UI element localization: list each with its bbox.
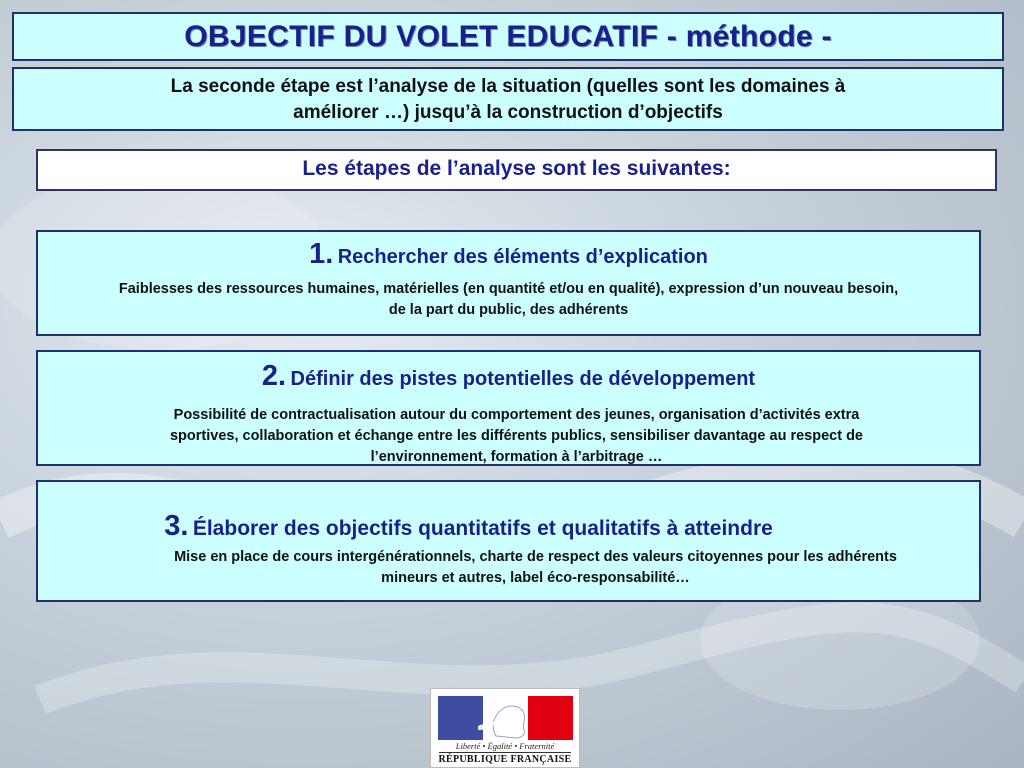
step-card-3 <box>36 480 981 602</box>
intro-line-1: La seconde étape est l’analyse de la situation (quelles sont les domaines à <box>170 76 846 97</box>
step-title: Rechercher des éléments d’explication <box>337 246 708 268</box>
step-description <box>38 401 979 468</box>
step-description <box>38 279 979 321</box>
marianne-flag-icon <box>438 696 573 740</box>
republique-francaise-logo <box>430 688 580 768</box>
step-card-2 <box>36 350 981 466</box>
step-description-line: de la part du public, des adhérents <box>388 302 629 318</box>
intro-text <box>14 69 1002 126</box>
step-description-line: l’environnement, formation à l’arbitrage … <box>370 449 663 465</box>
step-title: Élaborer des objectifs quantitatifs et qualitatifs à atteindre <box>192 517 773 540</box>
logo-divider <box>439 752 571 753</box>
intro-line-2: améliorer …) jusqu’à la construction d’objectifs <box>293 102 723 123</box>
step-description-line: Possibilité de contractualisation autour du comportement des jeunes, organisation d’activités extra <box>173 407 860 423</box>
logo-name: RÉPUBLIQUE FRANÇAISE <box>438 754 572 765</box>
step-description-line: Faiblesses des ressources humaines, matérielles (en quantité et/ou en qualité), expression d’un nouveau besoin, <box>118 281 899 297</box>
step-card-1 <box>36 230 981 336</box>
step-description <box>38 547 979 589</box>
step-description-line: sportives, collaboration et échange entre les différents publics, sensibiliser davantage au respect de <box>169 428 863 444</box>
page-title: OBJECTIF DU VOLET EDUCATIF - méthode - <box>184 20 832 53</box>
step-heading <box>38 356 979 401</box>
title-banner <box>12 12 1004 61</box>
step-description-line: mineurs et autres, label éco-responsabilité… <box>381 570 690 586</box>
logo-motto: Liberté • Égalité • Fraternité <box>455 741 555 751</box>
step-title: Définir des pistes potentielles de développement <box>290 368 756 390</box>
step-heading <box>38 506 979 551</box>
subheading-box <box>36 149 997 191</box>
subheading: Les étapes de l’analyse sont les suivantes: <box>302 157 731 180</box>
step-number: 3. <box>164 510 189 542</box>
step-description-line: Mise en place de cours intergénérationnels, charte de respect des valeurs citoyennes pour les adhérents <box>174 549 897 565</box>
step-number: 2. <box>261 360 287 392</box>
step-number: 1. <box>309 238 334 270</box>
intro-box <box>12 67 1004 131</box>
step-heading <box>38 234 979 279</box>
